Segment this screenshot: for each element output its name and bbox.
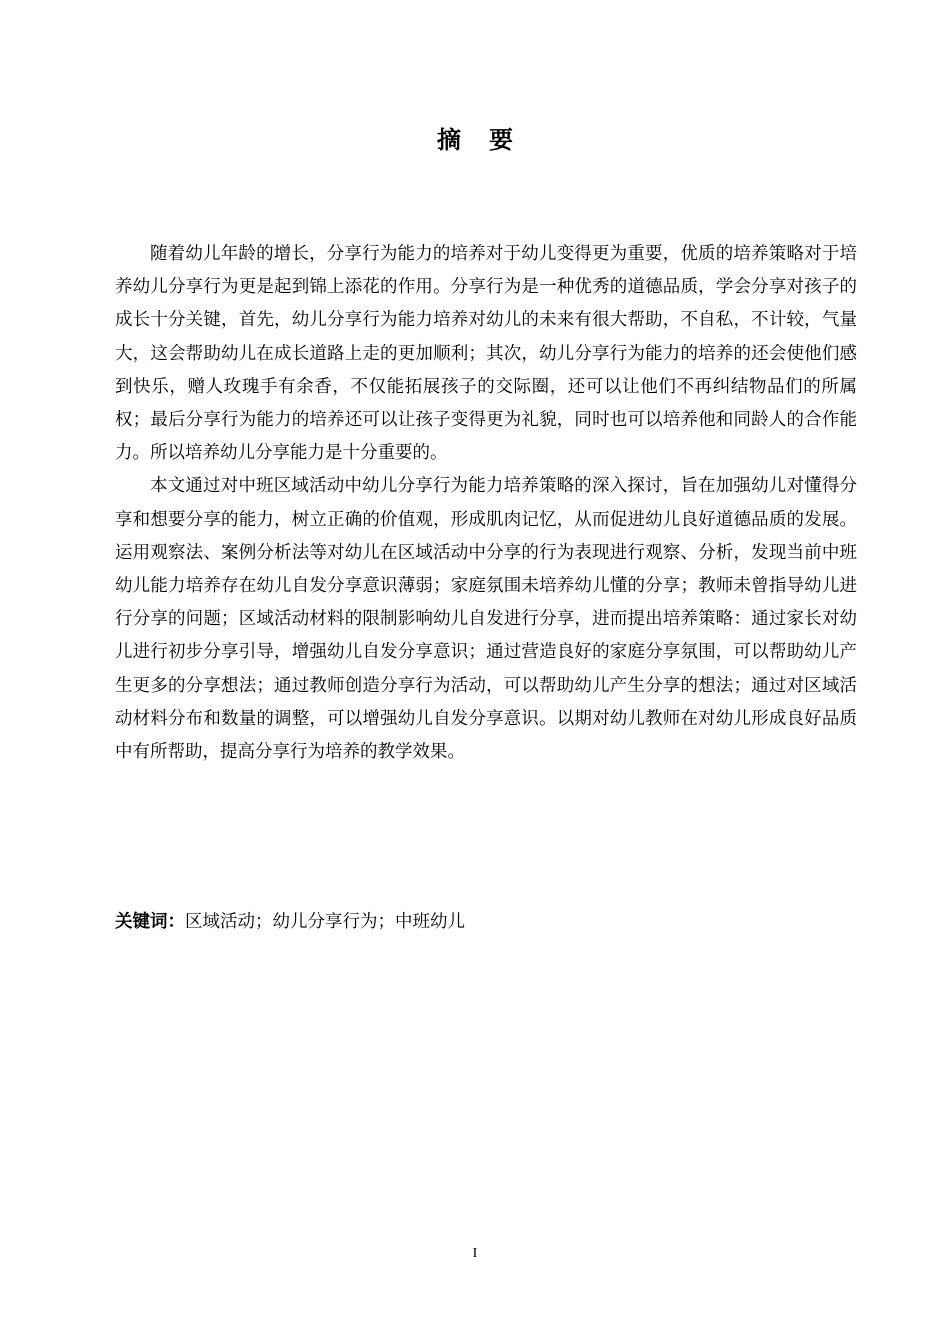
- keywords-line: [115, 906, 857, 939]
- keywords-label: 关键词：: [115, 912, 185, 932]
- page-title: 摘要: [437, 126, 541, 154]
- abstract-paragraph-2: 本文通过对中班区域活动中幼儿分享行为能力培养策略的深入探讨，旨在加强幼儿对懂得分享和想要分享的能力，树立正确的价值观，形成肌肉记忆，从而促进幼儿良好道德品质的发展。运用观察法、案例分析法等对幼儿在区域活动中分享的行为表现进行观察、分析，发现当前中班幼儿能力培养存在幼儿自发分享意识薄弱；家庭氛围未培养幼儿懂的分享；教师未曾指导幼儿进行分享的问题；区域活动材料的限制影响幼儿自发进行分享，进而提出培养策略：通过家长对幼儿进行初步分享引导，增强幼儿自发分享意识；通过营造良好的家庭分享氛围，可以帮助幼儿产生更多的分享想法；通过教师创造分享行为活动，可以帮助幼儿产生分享的想法；通过对区域活动材料分布和数量的调整，可以增强幼儿自发分享意识。以期对幼儿教师在对幼儿形成良好品质中有所帮助，提高分享行为培养的教学效果。: [115, 476, 857, 763]
- abstract-body: [115, 238, 857, 769]
- page-number: I: [472, 1246, 478, 1261]
- keywords-text: 区域活动；幼儿分享行为；中班幼儿: [185, 912, 465, 932]
- abstract-paragraph-1: 随着幼儿年龄的增长，分享行为能力的培养对于幼儿变得更为重要，优质的培养策略对于培养幼儿分享行为更是起到锦上添花的作用。分享行为是一种优秀的道德品质，学会分享对孩子的成长十分关键，首先，幼儿分享行为能力培养对幼儿的未来有很大帮助，不自私，不计较，气量大，这会帮助幼儿在成长道路上走的更加顺利；其次，幼儿分享行为能力的培养的还会使他们感到快乐，赠人玫瑰手有余香，不仅能拓展孩子的交际圈，还可以让他们不再纠结物品们的所属权；最后分享行为能力的培养还可以让孩子变得更为礼貌，同时也可以培养他和同龄人的合作能力。所以培养幼儿分享能力是十分重要的。: [115, 244, 857, 464]
